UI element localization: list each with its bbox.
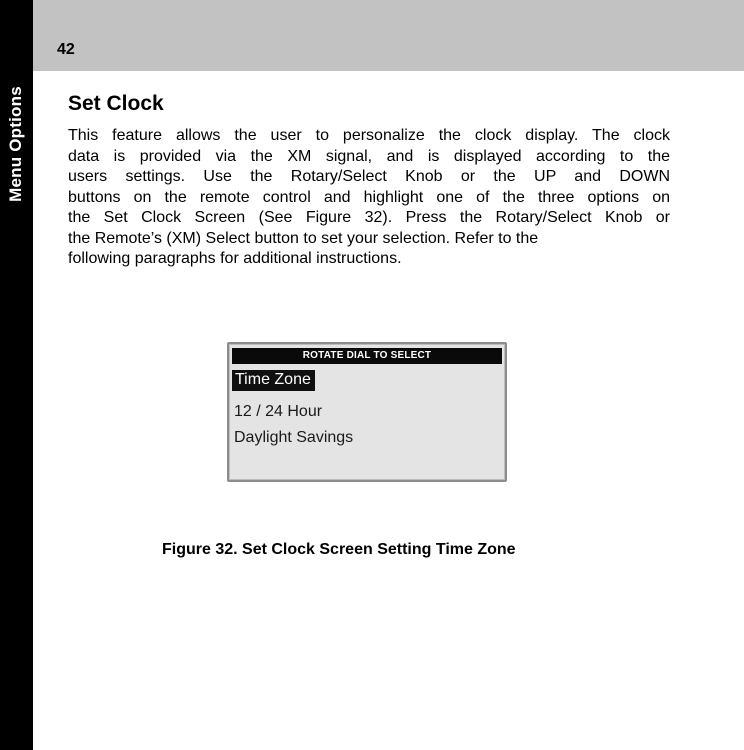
menu-item-daylight-savings[interactable]: Daylight Savings [234,429,354,446]
page-number: 42 [57,41,75,58]
set-clock-screen [227,342,507,482]
body-line: the Set Clock Screen (See Figure 32). Press the Rotary/Select Knob or [68,209,670,226]
body-line: data is provided via the XM signal, and is displayed according to the [68,147,670,165]
figure-caption: Figure 32. Set Clock Screen Setting Time Zone [162,541,516,558]
section-title: Set Clock [68,92,164,115]
body-paragraph [68,126,670,270]
body-line: following paragraphs for additional instructions. [68,250,402,267]
menu-item-12-24-hour[interactable]: 12 / 24 Hour [234,403,323,420]
body-line: buttons on the remote control and highlight one of the three options on [68,188,670,206]
body-line: users settings. Use the Rotary/Select Knob or the UP and DOWN [68,168,670,185]
body-line: the Remote’s (XM) Select button to set your selection. Refer to the [68,229,539,247]
screen-header: ROTATE DIAL TO SELECT [232,348,502,364]
body-line: This feature allows the user to personalize the clock display. The clock [68,127,670,144]
menu-item-time-zone[interactable]: Time Zone [232,370,315,391]
side-tab-label: Menu Options [6,86,25,202]
header-bar [33,0,744,71]
side-tab [0,0,33,750]
